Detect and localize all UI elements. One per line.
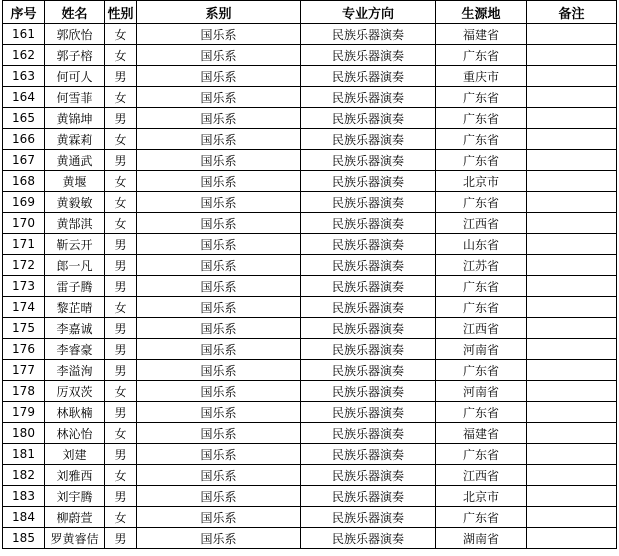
cell-remarks — [527, 486, 617, 507]
cell-major: 民族乐器演奏 — [301, 402, 436, 423]
cell-name: 厉双茨 — [45, 381, 105, 402]
cell-department: 国乐系 — [137, 87, 301, 108]
cell-name: 郭子榕 — [45, 45, 105, 66]
cell-major: 民族乐器演奏 — [301, 24, 436, 45]
cell-index: 180 — [3, 423, 45, 444]
cell-origin: 重庆市 — [436, 66, 527, 87]
cell-origin: 广东省 — [436, 45, 527, 66]
table-row — [3, 276, 617, 297]
cell-gender: 男 — [105, 276, 137, 297]
cell-index: 185 — [3, 528, 45, 549]
cell-gender: 男 — [105, 339, 137, 360]
cell-index: 163 — [3, 66, 45, 87]
cell-remarks — [527, 108, 617, 129]
table-row — [3, 150, 617, 171]
cell-major: 民族乐器演奏 — [301, 297, 436, 318]
header-name: 姓名 — [45, 1, 105, 24]
cell-major: 民族乐器演奏 — [301, 255, 436, 276]
cell-major: 民族乐器演奏 — [301, 423, 436, 444]
table-row — [3, 192, 617, 213]
cell-origin: 广东省 — [436, 507, 527, 528]
cell-department: 国乐系 — [137, 66, 301, 87]
cell-origin: 广东省 — [436, 192, 527, 213]
cell-origin: 江西省 — [436, 318, 527, 339]
cell-index: 172 — [3, 255, 45, 276]
cell-origin: 山东省 — [436, 234, 527, 255]
cell-remarks — [527, 87, 617, 108]
cell-remarks — [527, 171, 617, 192]
cell-name: 柳蔚萱 — [45, 507, 105, 528]
cell-origin: 江西省 — [436, 213, 527, 234]
cell-gender: 男 — [105, 402, 137, 423]
cell-department: 国乐系 — [137, 24, 301, 45]
table-row — [3, 507, 617, 528]
cell-origin: 广东省 — [436, 360, 527, 381]
cell-index: 162 — [3, 45, 45, 66]
cell-origin: 北京市 — [436, 486, 527, 507]
cell-major: 民族乐器演奏 — [301, 465, 436, 486]
cell-remarks — [527, 66, 617, 87]
cell-origin: 广东省 — [436, 444, 527, 465]
cell-index: 170 — [3, 213, 45, 234]
cell-index: 179 — [3, 402, 45, 423]
cell-index: 178 — [3, 381, 45, 402]
student-roster-sheet — [2, 0, 616, 555]
cell-remarks — [527, 24, 617, 45]
cell-origin: 江西省 — [436, 465, 527, 486]
cell-gender: 男 — [105, 150, 137, 171]
cell-index: 161 — [3, 24, 45, 45]
cell-origin: 广东省 — [436, 276, 527, 297]
cell-department: 国乐系 — [137, 507, 301, 528]
cell-origin: 福建省 — [436, 24, 527, 45]
cell-name: 林沁怡 — [45, 423, 105, 444]
table-row — [3, 66, 617, 87]
cell-remarks — [527, 129, 617, 150]
cell-gender: 女 — [105, 297, 137, 318]
cell-department: 国乐系 — [137, 528, 301, 549]
cell-gender: 女 — [105, 381, 137, 402]
cell-index: 181 — [3, 444, 45, 465]
cell-name: 李嘉诚 — [45, 318, 105, 339]
cell-gender: 男 — [105, 318, 137, 339]
cell-gender: 男 — [105, 66, 137, 87]
cell-gender: 男 — [105, 486, 137, 507]
cell-origin: 广东省 — [436, 150, 527, 171]
cell-name: 李溢洵 — [45, 360, 105, 381]
cell-department: 国乐系 — [137, 213, 301, 234]
cell-index: 183 — [3, 486, 45, 507]
cell-name: 郭欣怡 — [45, 24, 105, 45]
cell-department: 国乐系 — [137, 318, 301, 339]
cell-remarks — [527, 402, 617, 423]
cell-major: 民族乐器演奏 — [301, 45, 436, 66]
cell-department: 国乐系 — [137, 192, 301, 213]
cell-index: 164 — [3, 87, 45, 108]
cell-department: 国乐系 — [137, 255, 301, 276]
cell-remarks — [527, 192, 617, 213]
cell-major: 民族乐器演奏 — [301, 129, 436, 150]
cell-remarks — [527, 465, 617, 486]
cell-name: 雷子腾 — [45, 276, 105, 297]
table-row — [3, 297, 617, 318]
cell-department: 国乐系 — [137, 402, 301, 423]
cell-origin: 江苏省 — [436, 255, 527, 276]
cell-name: 刘建 — [45, 444, 105, 465]
table-body — [3, 24, 617, 549]
table-row — [3, 465, 617, 486]
cell-department: 国乐系 — [137, 234, 301, 255]
cell-department: 国乐系 — [137, 486, 301, 507]
cell-major: 民族乐器演奏 — [301, 87, 436, 108]
cell-name: 靳云开 — [45, 234, 105, 255]
cell-index: 182 — [3, 465, 45, 486]
cell-remarks — [527, 213, 617, 234]
cell-gender: 女 — [105, 423, 137, 444]
cell-origin: 河南省 — [436, 339, 527, 360]
cell-gender: 男 — [105, 360, 137, 381]
cell-index: 175 — [3, 318, 45, 339]
cell-gender: 女 — [105, 192, 137, 213]
cell-remarks — [527, 507, 617, 528]
cell-name: 何雪菲 — [45, 87, 105, 108]
header-department: 系别 — [137, 1, 301, 24]
cell-department: 国乐系 — [137, 108, 301, 129]
cell-name: 黄霖莉 — [45, 129, 105, 150]
cell-remarks — [527, 150, 617, 171]
cell-major: 民族乐器演奏 — [301, 213, 436, 234]
cell-index: 171 — [3, 234, 45, 255]
cell-gender: 男 — [105, 444, 137, 465]
cell-index: 167 — [3, 150, 45, 171]
cell-origin: 广东省 — [436, 108, 527, 129]
table-row — [3, 444, 617, 465]
header-remarks: 备注 — [527, 1, 617, 24]
table-row — [3, 213, 617, 234]
cell-index: 169 — [3, 192, 45, 213]
cell-index: 168 — [3, 171, 45, 192]
cell-index: 166 — [3, 129, 45, 150]
table-row — [3, 318, 617, 339]
table-row — [3, 171, 617, 192]
table-row — [3, 528, 617, 549]
cell-name: 黄锦坤 — [45, 108, 105, 129]
cell-major: 民族乐器演奏 — [301, 150, 436, 171]
cell-name: 黄毅敏 — [45, 192, 105, 213]
cell-major: 民族乐器演奏 — [301, 318, 436, 339]
cell-major: 民族乐器演奏 — [301, 507, 436, 528]
cell-index: 184 — [3, 507, 45, 528]
cell-major: 民族乐器演奏 — [301, 171, 436, 192]
cell-gender: 女 — [105, 213, 137, 234]
table-row — [3, 129, 617, 150]
table-row — [3, 108, 617, 129]
cell-name: 刘宇腾 — [45, 486, 105, 507]
cell-name: 黄郜淇 — [45, 213, 105, 234]
table-row — [3, 234, 617, 255]
cell-index: 174 — [3, 297, 45, 318]
cell-origin: 湖南省 — [436, 528, 527, 549]
cell-department: 国乐系 — [137, 465, 301, 486]
cell-name: 黎芷晴 — [45, 297, 105, 318]
cell-remarks — [527, 255, 617, 276]
cell-department: 国乐系 — [137, 444, 301, 465]
table-row — [3, 486, 617, 507]
cell-name: 黄堰 — [45, 171, 105, 192]
cell-name: 李睿豪 — [45, 339, 105, 360]
student-roster-table — [2, 0, 617, 549]
cell-gender: 男 — [105, 234, 137, 255]
cell-remarks — [527, 276, 617, 297]
cell-origin: 广东省 — [436, 129, 527, 150]
table-row — [3, 87, 617, 108]
cell-major: 民族乐器演奏 — [301, 234, 436, 255]
table-row — [3, 381, 617, 402]
cell-gender: 女 — [105, 129, 137, 150]
cell-name: 刘雅西 — [45, 465, 105, 486]
cell-major: 民族乐器演奏 — [301, 276, 436, 297]
header-index: 序号 — [3, 1, 45, 24]
cell-remarks — [527, 381, 617, 402]
cell-remarks — [527, 318, 617, 339]
cell-gender: 女 — [105, 87, 137, 108]
cell-name: 林耿楠 — [45, 402, 105, 423]
cell-major: 民族乐器演奏 — [301, 486, 436, 507]
cell-gender: 男 — [105, 255, 137, 276]
cell-major: 民族乐器演奏 — [301, 339, 436, 360]
cell-major: 民族乐器演奏 — [301, 66, 436, 87]
cell-name: 罗黄睿佶 — [45, 528, 105, 549]
cell-gender: 男 — [105, 108, 137, 129]
cell-remarks — [527, 528, 617, 549]
cell-remarks — [527, 423, 617, 444]
header-row — [3, 1, 617, 24]
cell-department: 国乐系 — [137, 297, 301, 318]
table-row — [3, 255, 617, 276]
cell-major: 民族乐器演奏 — [301, 192, 436, 213]
header-major: 专业方向 — [301, 1, 436, 24]
cell-department: 国乐系 — [137, 150, 301, 171]
cell-department: 国乐系 — [137, 171, 301, 192]
cell-department: 国乐系 — [137, 276, 301, 297]
cell-major: 民族乐器演奏 — [301, 108, 436, 129]
cell-origin: 广东省 — [436, 402, 527, 423]
cell-gender: 女 — [105, 24, 137, 45]
cell-index: 176 — [3, 339, 45, 360]
cell-index: 165 — [3, 108, 45, 129]
cell-gender: 女 — [105, 45, 137, 66]
cell-origin: 广东省 — [436, 87, 527, 108]
cell-gender: 女 — [105, 465, 137, 486]
cell-remarks — [527, 444, 617, 465]
cell-remarks — [527, 234, 617, 255]
cell-remarks — [527, 297, 617, 318]
cell-major: 民族乐器演奏 — [301, 381, 436, 402]
cell-gender: 女 — [105, 171, 137, 192]
cell-department: 国乐系 — [137, 129, 301, 150]
cell-origin: 北京市 — [436, 171, 527, 192]
table-row — [3, 423, 617, 444]
table-row — [3, 339, 617, 360]
cell-origin: 河南省 — [436, 381, 527, 402]
header-gender: 性别 — [105, 1, 137, 24]
cell-remarks — [527, 45, 617, 66]
cell-gender: 男 — [105, 528, 137, 549]
cell-remarks — [527, 360, 617, 381]
table-row — [3, 402, 617, 423]
cell-name: 郎一凡 — [45, 255, 105, 276]
table-row — [3, 45, 617, 66]
cell-department: 国乐系 — [137, 423, 301, 444]
table-row — [3, 24, 617, 45]
cell-department: 国乐系 — [137, 339, 301, 360]
cell-remarks — [527, 339, 617, 360]
table-row — [3, 360, 617, 381]
cell-major: 民族乐器演奏 — [301, 528, 436, 549]
cell-gender: 女 — [105, 507, 137, 528]
cell-name: 何可人 — [45, 66, 105, 87]
cell-index: 173 — [3, 276, 45, 297]
cell-department: 国乐系 — [137, 381, 301, 402]
cell-major: 民族乐器演奏 — [301, 444, 436, 465]
cell-index: 177 — [3, 360, 45, 381]
cell-department: 国乐系 — [137, 360, 301, 381]
cell-name: 黄通武 — [45, 150, 105, 171]
cell-origin: 广东省 — [436, 297, 527, 318]
header-origin: 生源地 — [436, 1, 527, 24]
cell-department: 国乐系 — [137, 45, 301, 66]
cell-origin: 福建省 — [436, 423, 527, 444]
cell-major: 民族乐器演奏 — [301, 360, 436, 381]
